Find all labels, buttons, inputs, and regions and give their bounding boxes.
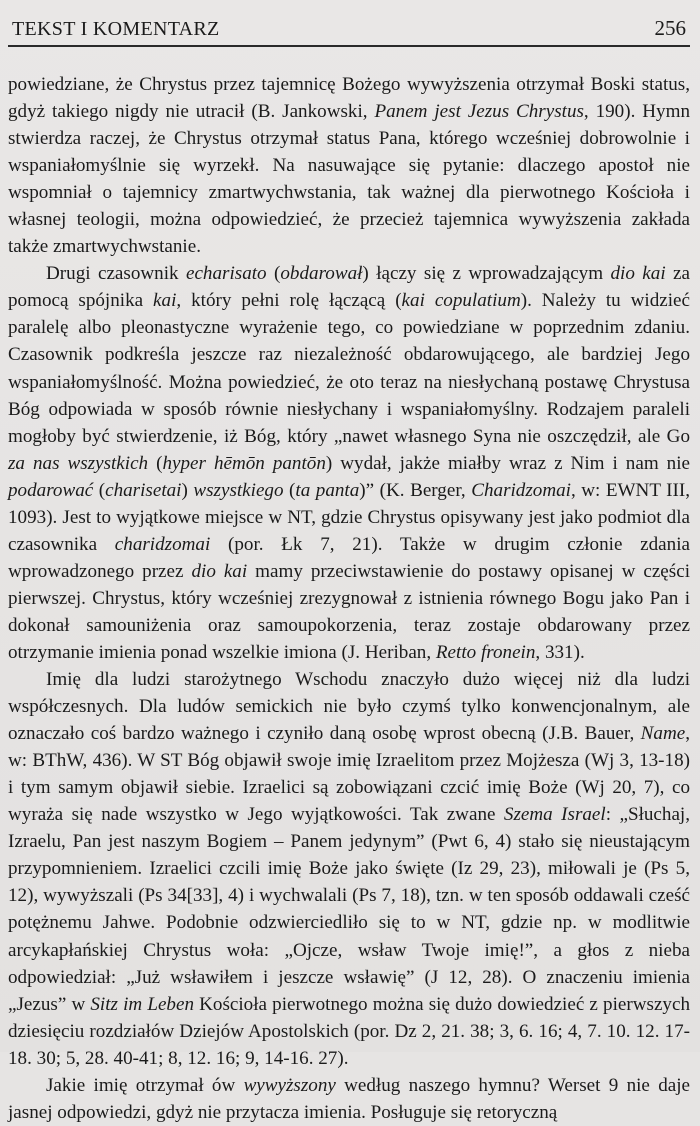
paragraph-2: Drugi czasownik echarisato (obdarował) łączy się z wprowadzającym dio kai za pomocą spójnika kai, który pełni rolę łączącą (kai copulatium). Należy tu widzieć paralelę albo pleonastyczne wyrażenie tego, co powiedziane w poprzednim zdaniu. Czasownik podkreśla jeszcze raz niezależność obdarowującego, ale bardziej Jego wspaniałomyślność. Można powiedzieć, że oto teraz na niesłychaną postawę Chrystusa Bóg odpowiada w sposób równie niesłychany i wspaniałomyślny. Rodzajem paraleli mogłoby być stwierdzenie, iż Bóg, który „nawet własnego Syna nie oszczędził, ale Go za nas wszystkich (hyper hēmōn pantōn) wydał, jakże miałby wraz z Nim i nam nie podarować (charisetai) wszystkiego (ta panta)” (K. Berger, Charidzomai, w: EWNT III, 1093). Jest to wyjątkowe miejsce w NT, gdzie Chrystus opisywany jest jako podmiot dla czasownika charidzomai (por. Łk 7, 21). Także w drugim członie zdania wprowadzonego przez dio kai mamy przeciwstawienie do postawy opisanej w części pierwszej. Chrystus, który wcześniej zrezygnował z istnienia równego Bogu jako Pan i dokonał samouniżenia oraz samoupokorzenia, teraz zostaje obdarowany przez otrzymanie imienia ponad wszelkie imiona (J. Heriban, Retto fronein, 331). bbox=[8, 263, 691, 663]
paragraph-3: Imię dla ludzi starożytnego Wschodu znaczyło dużo więcej niż dla ludzi współczesnych. Dla ludów semickich nie było czymś tylko konwencjonalnym, ale oznaczało coś bardzo ważnego i czyniło daną osobę wprost obecną (J.B. Bauer, Name, w: BThW, 436). W ST Bóg objawił swoje imię Izraelitom przez Mojżesza (Wj 3, 13-18) i tym samym objawił siebie. Izraelici są zobowiązani czcić imię Boże (Wj 20, 7), co wyraża się nade wszystko w Jego wyjątkowości. Tak zwane Szema Israel: „Słuchaj, Izraelu, Pan jest naszym Bogiem – Panem jedynym” (Pwt 6, 4) stało się nieustającym przypomnieniem. Izraelici czcili imię Boże jako święte (Iz 29, 23), miłowali je (Ps 5, 12), wywyższali (Ps 34[33], 4) i wychwalali (Ps 7, 18), tzn. w ten sposób oddawali cześć potężnemu Jahwe. Podobnie odzwierciedliło się to w NT, gdzie np. w modlitwie arcykapłańskiej Chrystus woła: „Ojcze, wsław Twoje imię!”, a głos z nieba odpowiedział: „Już wsławiłem i jeszcze wsławię” (J 12, 28). O znaczeniu imienia „Jezus” w Sitz im Leben Kościoła pierwotnego można się dużo dowiedzieć z pierwszych dziesięciu rozdziałów Dziejów Apostolskich (por. Dz 2, 21. 38; 3, 6. 16; 4, 7. 10. 12. 17-18. 30; 5, 28. 40-41; 8, 12. 16; 9, 14-16. 27). bbox=[8, 669, 690, 1069]
paragraph-1: powiedziane, że Chrystus przez tajemnicę Bożego wywyższenia otrzymał Boski status, gdyż takiego nigdy nie utracił (B. Jankowski, Panem jest Jezus Chrystus, 190). Hymn stwierdza raczej, że Chrystus otrzymał status Pana, którego wcześniej dobrowolnie i wspaniałomyślnie się wyrzekł. Na nasuwające się pytanie: dlaczego apostoł nie wspomniał o tajemnicy zmartwychwstania, tak ważnej dla pierwotnego Kościoła i własnej teologii, można odpowiedzieć, że przecież tajemnica wywyższenia zakłada także zmartwychwstanie. bbox=[8, 74, 690, 258]
page-header bbox=[8, 10, 690, 47]
body-text bbox=[8, 71, 690, 1126]
paragraph-4: Jakie imię otrzymał ów wywyższony według naszego hymnu? Werset 9 nie daje jasnej odpowiedzi, gdyż nie przytacza imienia. Posługuje się retoryczną bbox=[8, 1074, 690, 1123]
running-head: TEKST I KOMENTARZ bbox=[12, 18, 220, 40]
page-number: 256 bbox=[654, 16, 686, 40]
